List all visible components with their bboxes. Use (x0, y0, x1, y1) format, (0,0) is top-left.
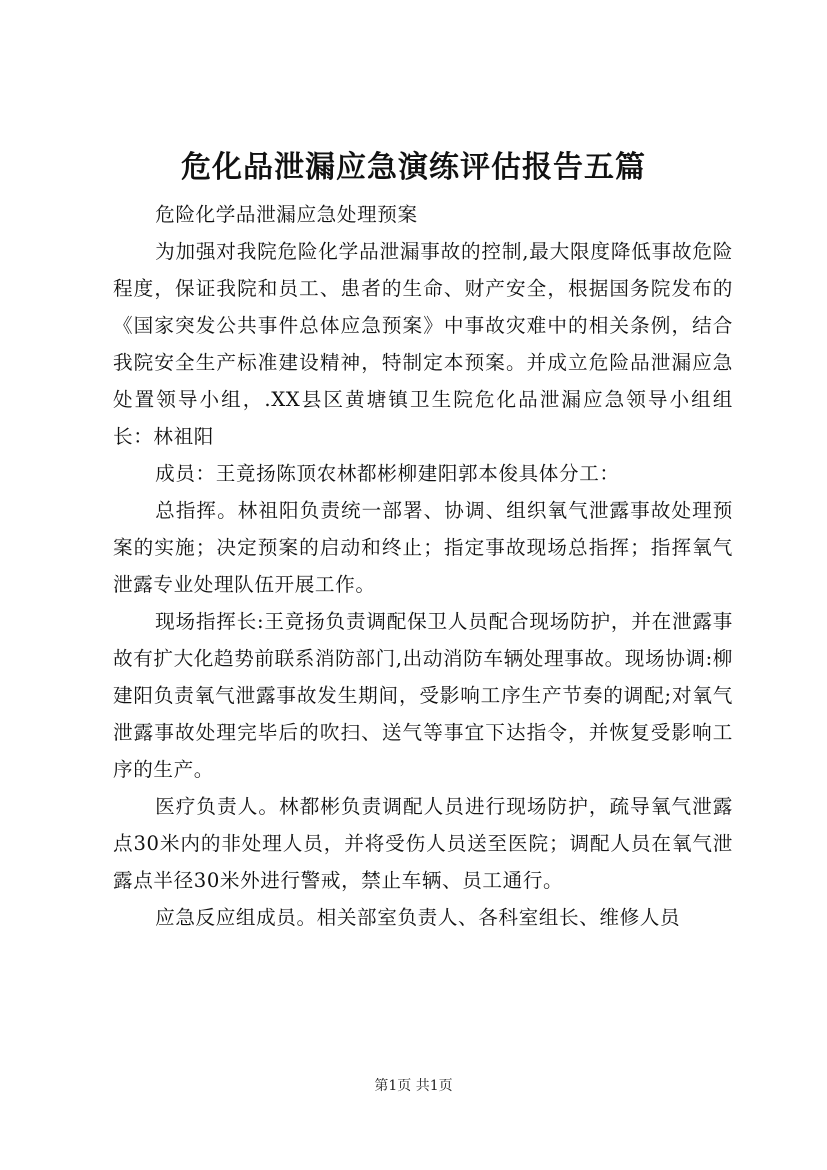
paragraph-intro: 为加强对我院危险化学品泄漏事故的控制,最大限度降低事故危险程度，保证我院和员工、患者的生命、财产安全，根据国务院发布的《国家突发公共事件总体应急预案》中事故灾难中的相关条例，结合我院安全生产标准建设精神，特制定本预案。并成立危险品泄漏应急处置领导小组，.XX县区黄塘镇卫生院危化品泄漏应急领导小组组长：林祖阳 (113, 240, 733, 448)
paragraph-commander: 总指挥。林祖阳负责统一部署、协调、组织氧气泄露事故处理预案的实施；决定预案的启动和终止；指定事故现场总指挥；指挥氧气泄露专业处理队伍开展工作。 (113, 499, 733, 596)
document-body (113, 196, 733, 936)
paragraph-subtitle: 危险化学品泄漏应急处理预案 (155, 203, 418, 226)
paragraph-response-team: 应急反应组成员。相关部室负责人、各科室组长、维修人员 (155, 906, 681, 929)
paragraph-medical: 医疗负责人。林都彬负责调配人员进行现场防护，疏导氧气泄露点30米内的非处理人员，并将受伤人员送至医院；调配人员在氧气泄露点半径30米外进行警戒，禁止车辆、员工通行。 (113, 795, 733, 892)
paragraph-site-commander: 现场指挥长:王竟扬负责调配保卫人员配合现场防护，并在泄露事故有扩大化趋势前联系消防部门,出动消防车辆处理事故。现场协调:柳建阳负责氧气泄露事故发生期间，受影响工序生产节奏的调配;对氧气泄露事故处理完毕后的吹扫、送气等事宜下达指令，并恢复受影响工序的生产。 (113, 610, 733, 781)
paragraph-members: 成员：王竟扬陈顶农林都彬柳建阳郭本俊具体分工： (155, 462, 620, 485)
document-title: 危化品泄漏应急演练评估报告五篇 (181, 150, 646, 185)
page-footer: 第1页 共1页 (374, 1078, 453, 1094)
